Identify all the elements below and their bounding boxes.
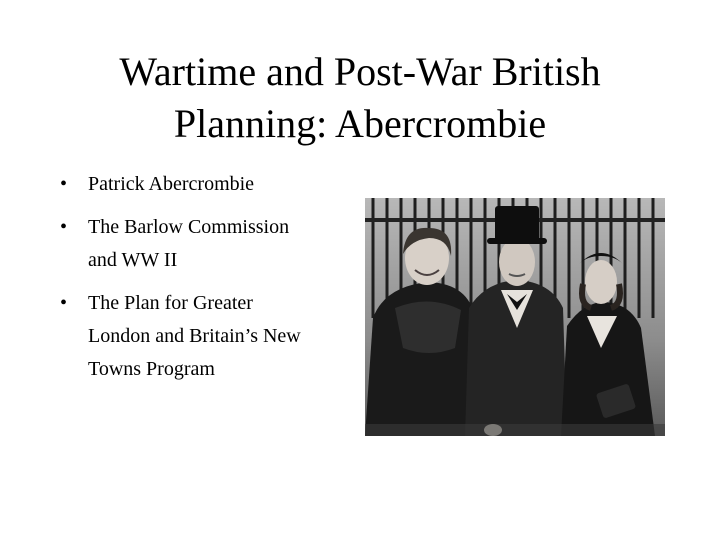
bullet-list (58, 168, 358, 396)
bullet-text-line: The Plan for Greater (88, 292, 253, 314)
bullet-text-line: and WW II (88, 249, 178, 271)
bullet-item-barlow-commission (58, 211, 358, 277)
bullet-text-line: Patrick Abercrombie (88, 173, 255, 195)
bullet-text-line: The Barlow Commission (88, 216, 290, 238)
historical-photo (365, 198, 665, 436)
bullet-item-patrick-abercrombie (58, 168, 358, 201)
bullet-dot: • (60, 216, 68, 238)
bullet-dot: • (60, 292, 68, 314)
bullet-dot: • (60, 173, 68, 195)
slide-title (40, 46, 680, 150)
photo-illustration (365, 198, 665, 436)
bullet-text-line: London and Britain’s New (88, 325, 301, 347)
bullet-text-line: Towns Program (88, 358, 215, 380)
title-line-2: Planning: Abercrombie (173, 101, 547, 146)
title-line-1: Wartime and Post-War British (119, 49, 601, 94)
bullet-item-greater-london-plan (58, 287, 358, 386)
